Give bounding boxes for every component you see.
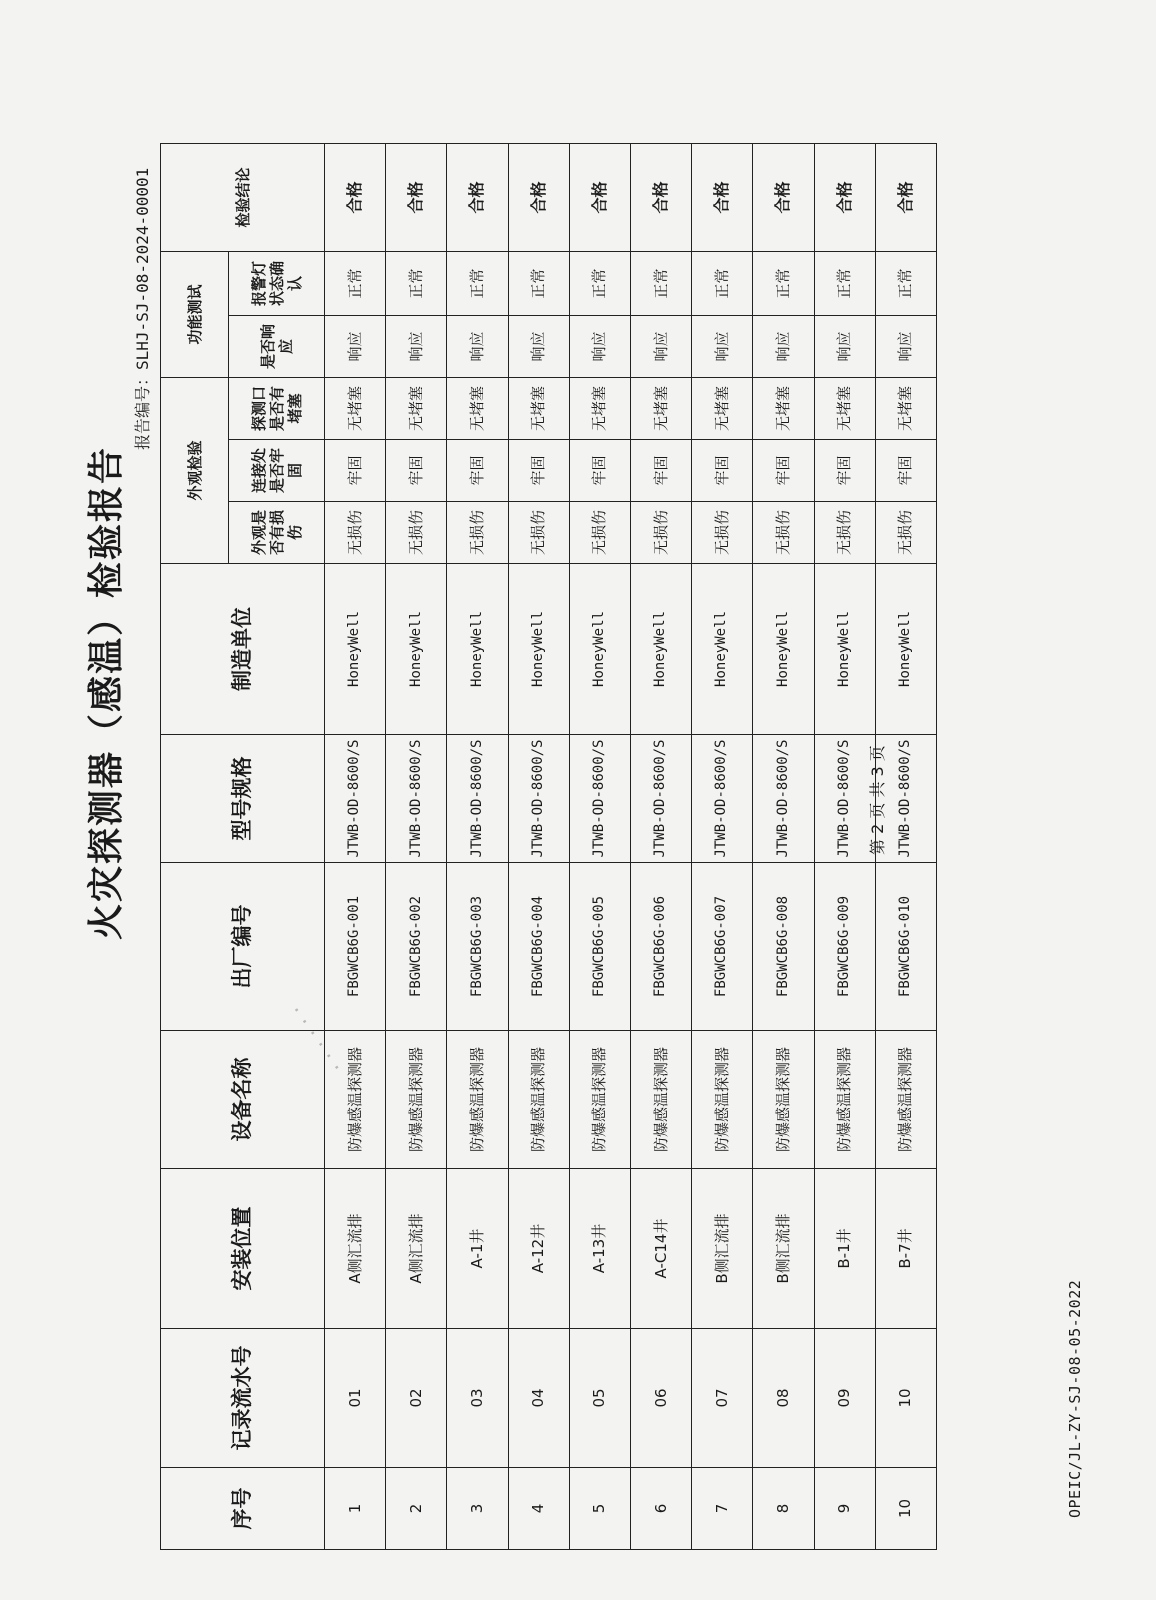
row-block: 无堵塞	[753, 378, 814, 440]
row-conclusion: 合格	[875, 144, 936, 252]
table-row	[630, 144, 691, 1550]
row-seq: 3	[447, 1468, 508, 1550]
row-connect: 牢固	[630, 440, 691, 502]
row-serial: FBGWCB6G-006	[630, 863, 691, 1031]
row-location: A-13井	[569, 1169, 630, 1329]
report-number	[130, 168, 153, 450]
row-serial: FBGWCB6G-002	[386, 863, 447, 1031]
row-seq: 5	[569, 1468, 630, 1550]
row-block: 无堵塞	[325, 378, 386, 440]
row-device-name: 防爆感温探测器	[447, 1031, 508, 1169]
row-block: 无堵塞	[447, 378, 508, 440]
row-location: B侧汇流排	[753, 1169, 814, 1329]
row-model: JTWB-OD-8600/S	[508, 735, 569, 863]
row-seq: 4	[508, 1468, 569, 1550]
row-response: 响应	[814, 316, 875, 378]
row-connect: 牢固	[386, 440, 447, 502]
row-device-name: 防爆感温探测器	[875, 1031, 936, 1169]
row-maker: HoneyWell	[386, 564, 447, 735]
row-damage: 无损伤	[447, 502, 508, 564]
header-fn-alarm: 报警灯状态确认	[229, 252, 325, 316]
row-maker: HoneyWell	[569, 564, 630, 735]
row-conclusion: 合格	[447, 144, 508, 252]
row-alarm: 正常	[692, 252, 753, 316]
row-location: A-C14井	[630, 1169, 691, 1329]
row-connect: 牢固	[325, 440, 386, 502]
row-model: JTWB-OD-8600/S	[569, 735, 630, 863]
row-connect: 牢固	[508, 440, 569, 502]
row-maker: HoneyWell	[753, 564, 814, 735]
row-seq: 10	[875, 1468, 936, 1550]
row-record: 08	[753, 1329, 814, 1468]
row-seq: 7	[692, 1468, 753, 1550]
header-fn-response: 是否响应	[229, 316, 325, 378]
row-damage: 无损伤	[630, 502, 691, 564]
row-record: 03	[447, 1329, 508, 1468]
row-record: 01	[325, 1329, 386, 1468]
row-block: 无堵塞	[875, 378, 936, 440]
row-seq: 6	[630, 1468, 691, 1550]
row-response: 响应	[508, 316, 569, 378]
row-response: 响应	[447, 316, 508, 378]
header-record: 记录流水号	[161, 1329, 325, 1468]
table-row	[692, 144, 753, 1550]
row-damage: 无损伤	[508, 502, 569, 564]
row-response: 响应	[692, 316, 753, 378]
watermark-stamp: . . . . . .	[280, 1002, 345, 1081]
row-maker: HoneyWell	[630, 564, 691, 735]
row-response: 响应	[569, 316, 630, 378]
row-serial: FBGWCB6G-004	[508, 863, 569, 1031]
row-model: JTWB-OD-8600/S	[814, 735, 875, 863]
table-row	[386, 144, 447, 1550]
row-serial: FBGWCB6G-007	[692, 863, 753, 1031]
row-connect: 牢固	[753, 440, 814, 502]
row-connect: 牢固	[569, 440, 630, 502]
row-alarm: 正常	[386, 252, 447, 316]
row-maker: HoneyWell	[814, 564, 875, 735]
row-damage: 无损伤	[753, 502, 814, 564]
row-device-name: 防爆感温探测器	[508, 1031, 569, 1169]
row-model: JTWB-OD-8600/S	[386, 735, 447, 863]
row-response: 响应	[630, 316, 691, 378]
row-model: JTWB-OD-8600/S	[325, 735, 386, 863]
row-device-name: 防爆感温探测器	[630, 1031, 691, 1169]
row-device-name: 防爆感温探测器	[814, 1031, 875, 1169]
table-row	[753, 144, 814, 1550]
header-location: 安装位置	[161, 1169, 325, 1329]
row-connect: 牢固	[692, 440, 753, 502]
row-location: B-1井	[814, 1169, 875, 1329]
row-conclusion: 合格	[508, 144, 569, 252]
page-footer: 第 2 页 共 3 页	[868, 745, 887, 855]
table-row	[569, 144, 630, 1550]
row-record: 02	[386, 1329, 447, 1468]
header-appearance-group: 外观检验	[161, 378, 229, 564]
row-damage: 无损伤	[692, 502, 753, 564]
row-record: 05	[569, 1329, 630, 1468]
row-alarm: 正常	[875, 252, 936, 316]
row-device-name: 防爆感温探测器	[753, 1031, 814, 1169]
row-record: 07	[692, 1329, 753, 1468]
header-serial: 出厂编号	[161, 863, 325, 1031]
row-model: JTWB-OD-8600/S	[875, 735, 936, 863]
row-connect: 牢固	[875, 440, 936, 502]
row-serial: FBGWCB6G-005	[569, 863, 630, 1031]
row-device-name: 防爆感温探测器	[569, 1031, 630, 1169]
row-maker: HoneyWell	[692, 564, 753, 735]
row-response: 响应	[753, 316, 814, 378]
row-record: 09	[814, 1329, 875, 1468]
row-conclusion: 合格	[569, 144, 630, 252]
row-connect: 牢固	[447, 440, 508, 502]
row-conclusion: 合格	[386, 144, 447, 252]
report-number-value: SLHJ-SJ-08-2024-00001	[133, 167, 152, 370]
row-response: 响应	[875, 316, 936, 378]
row-model: JTWB-OD-8600/S	[692, 735, 753, 863]
row-location: A-12井	[508, 1169, 569, 1329]
row-damage: 无损伤	[569, 502, 630, 564]
row-damage: 无损伤	[386, 502, 447, 564]
row-serial: FBGWCB6G-001	[325, 863, 386, 1031]
row-conclusion: 合格	[325, 144, 386, 252]
row-serial: FBGWCB6G-008	[753, 863, 814, 1031]
row-location: B-7井	[875, 1169, 936, 1329]
form-code: OPEIC/JL-ZY-SJ-08-05-2022	[1066, 1279, 1084, 1518]
row-record: 04	[508, 1329, 569, 1468]
row-conclusion: 合格	[692, 144, 753, 252]
row-block: 无堵塞	[569, 378, 630, 440]
row-seq: 8	[753, 1468, 814, 1550]
row-damage: 无损伤	[875, 502, 936, 564]
row-location: A侧汇流排	[386, 1169, 447, 1329]
header-app-block: 探测口是否有堵塞	[229, 378, 325, 440]
document-title: 火灾探测器（感温）检验报告	[86, 445, 127, 940]
header-function-group: 功能测试	[161, 252, 229, 378]
table-row	[508, 144, 569, 1550]
row-seq: 1	[325, 1468, 386, 1550]
row-block: 无堵塞	[508, 378, 569, 440]
row-device-name: 防爆感温探测器	[325, 1031, 386, 1169]
header-row-1	[161, 144, 229, 1550]
row-device-name: 防爆感温探测器	[386, 1031, 447, 1169]
row-block: 无堵塞	[630, 378, 691, 440]
row-alarm: 正常	[753, 252, 814, 316]
row-maker: HoneyWell	[447, 564, 508, 735]
row-damage: 无损伤	[814, 502, 875, 564]
row-conclusion: 合格	[753, 144, 814, 252]
header-model: 型号规格	[161, 735, 325, 863]
row-maker: HoneyWell	[325, 564, 386, 735]
table-row	[325, 144, 386, 1550]
row-maker: HoneyWell	[508, 564, 569, 735]
row-conclusion: 合格	[814, 144, 875, 252]
header-device-name: 设备名称	[161, 1031, 325, 1169]
row-model: JTWB-OD-8600/S	[447, 735, 508, 863]
header-app-connect: 连接处是否牢固	[229, 440, 325, 502]
row-location: B侧汇流排	[692, 1169, 753, 1329]
header-maker: 制造单位	[161, 564, 325, 735]
row-record: 10	[875, 1329, 936, 1468]
row-seq: 2	[386, 1468, 447, 1550]
row-response: 响应	[386, 316, 447, 378]
table-body	[325, 144, 937, 1550]
row-device-name: 防爆感温探测器	[692, 1031, 753, 1169]
report-number-label: 报告编号：	[133, 369, 152, 450]
row-alarm: 正常	[569, 252, 630, 316]
row-model: JTWB-OD-8600/S	[630, 735, 691, 863]
row-model: JTWB-OD-8600/S	[753, 735, 814, 863]
row-block: 无堵塞	[692, 378, 753, 440]
header-app-damage: 外观是否有损伤	[229, 502, 325, 564]
row-conclusion: 合格	[630, 144, 691, 252]
row-block: 无堵塞	[386, 378, 447, 440]
row-serial: FBGWCB6G-010	[875, 863, 936, 1031]
row-serial: FBGWCB6G-003	[447, 863, 508, 1031]
row-seq: 9	[814, 1468, 875, 1550]
row-alarm: 正常	[814, 252, 875, 316]
row-record: 06	[630, 1329, 691, 1468]
header-conclusion: 检验结论	[161, 144, 325, 252]
inspection-table	[160, 143, 937, 1550]
row-maker: HoneyWell	[875, 564, 936, 735]
row-location: A侧汇流排	[325, 1169, 386, 1329]
row-alarm: 正常	[508, 252, 569, 316]
row-damage: 无损伤	[325, 502, 386, 564]
row-response: 响应	[325, 316, 386, 378]
row-alarm: 正常	[630, 252, 691, 316]
row-serial: FBGWCB6G-009	[814, 863, 875, 1031]
table-row	[447, 144, 508, 1550]
row-alarm: 正常	[325, 252, 386, 316]
row-connect: 牢固	[814, 440, 875, 502]
row-location: A-1井	[447, 1169, 508, 1329]
row-alarm: 正常	[447, 252, 508, 316]
row-block: 无堵塞	[814, 378, 875, 440]
header-seq: 序号	[161, 1468, 325, 1550]
